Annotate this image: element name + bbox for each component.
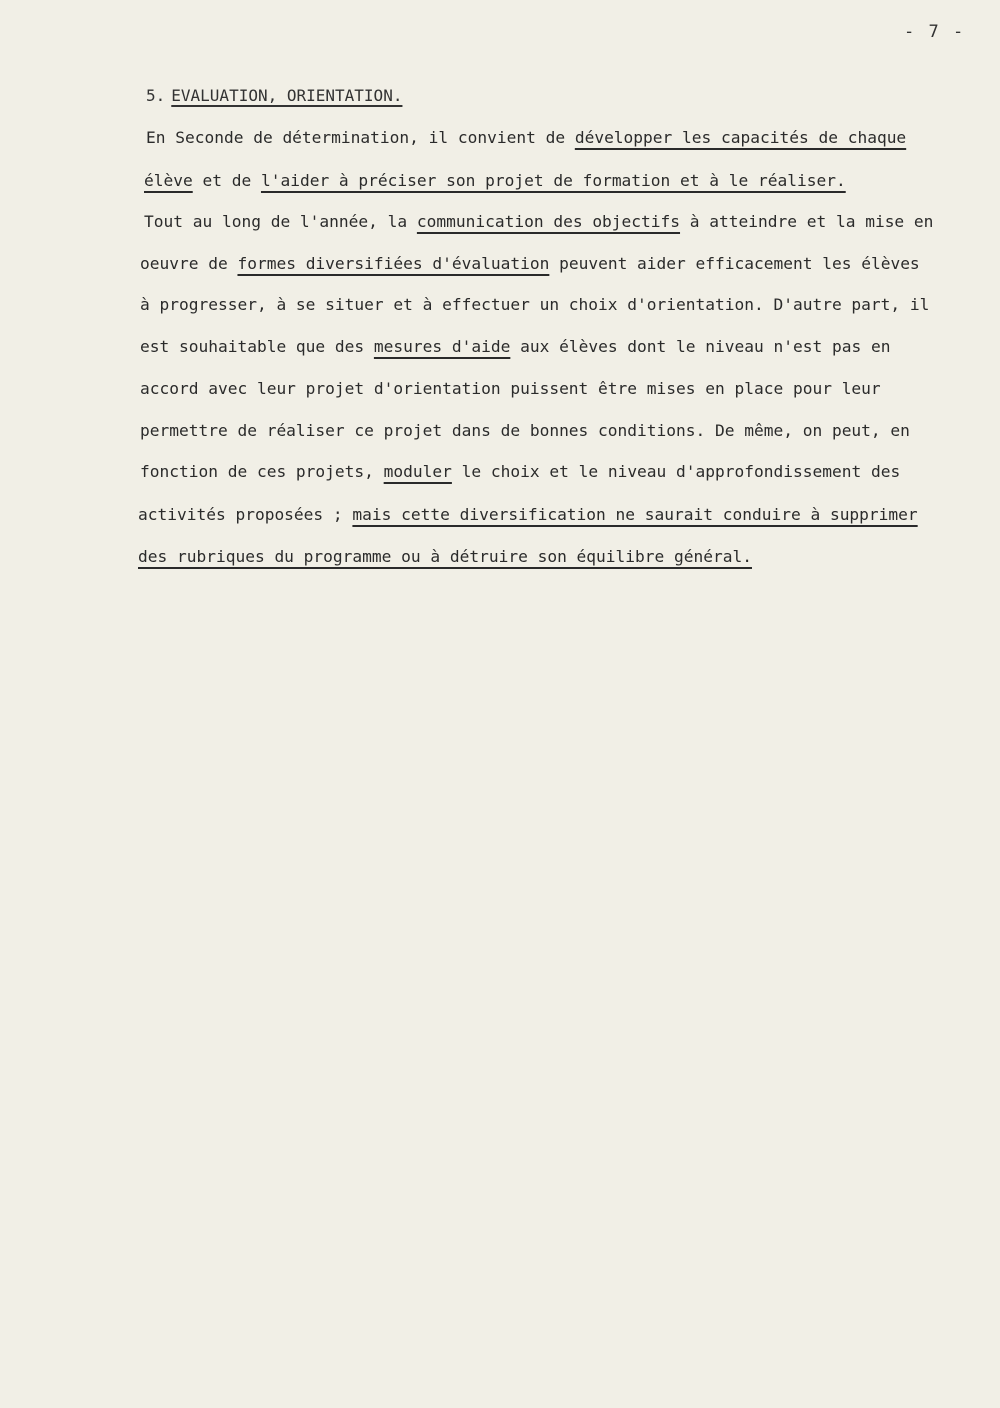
text-segment: permettre de réaliser ce projet dans de bonnes conditions. De même, on peut, en bbox=[140, 421, 910, 440]
text-segment: En Seconde de détermination, bbox=[146, 128, 429, 147]
text-line bbox=[140, 421, 910, 440]
underlined-text: des rubriques du programme ou à détruire son équilibre général. bbox=[138, 547, 752, 566]
text-line bbox=[140, 462, 900, 481]
page-number: - 7 - bbox=[904, 22, 966, 42]
text-segment: à atteindre et la mise en bbox=[680, 212, 934, 231]
underlined-text: communication des objectifs bbox=[416, 212, 681, 231]
text-segment: et de bbox=[192, 171, 261, 190]
underlined-text: développer les capacités de chaque bbox=[574, 128, 907, 147]
text-segment: à progresser, à se situer et à effectuer un choix d'orientation. D'autre part, il bbox=[140, 295, 930, 314]
text-line bbox=[138, 505, 918, 524]
text-segment: fonction de ces projets, bbox=[140, 462, 384, 481]
text-line bbox=[138, 547, 752, 566]
text-segment: activités proposées ; bbox=[138, 505, 353, 524]
underlined-text: moduler bbox=[383, 462, 452, 481]
text-segment: Tout au long de l'année, la bbox=[144, 212, 417, 231]
text-line bbox=[140, 379, 881, 398]
text-segment: oeuvre de bbox=[140, 254, 238, 273]
underlined-text: l'aider à préciser son projet de formation et à le réaliser. bbox=[260, 171, 846, 190]
section-heading bbox=[146, 86, 402, 105]
text-line bbox=[140, 337, 890, 356]
text-line bbox=[146, 128, 906, 147]
text-line bbox=[140, 254, 920, 273]
text-segment: accord avec leur projet d'orientation puissent être mises en place pour leur bbox=[140, 379, 881, 398]
text-line bbox=[140, 295, 929, 314]
text-segment: aux élèves dont le niveau n'est pas en bbox=[510, 337, 891, 356]
section-number: 5. bbox=[146, 86, 166, 105]
text-line bbox=[144, 171, 846, 190]
underlined-text: mesures d'aide bbox=[373, 337, 511, 356]
text-segment: peuvent aider efficacement les élèves bbox=[549, 254, 920, 273]
text-segment: est souhaitable que des bbox=[140, 337, 374, 356]
text-line bbox=[144, 212, 933, 231]
text-segment: le choix et le niveau d'approfondissement des bbox=[451, 462, 901, 481]
section-title: EVALUATION, ORIENTATION. bbox=[171, 86, 403, 105]
underlined-text: élève bbox=[144, 171, 193, 190]
underlined-text: mais cette diversification ne saurait conduire à supprimer bbox=[352, 505, 918, 524]
underlined-text: formes diversifiées d'évaluation bbox=[237, 254, 550, 273]
text-segment: il convient de bbox=[428, 128, 575, 147]
